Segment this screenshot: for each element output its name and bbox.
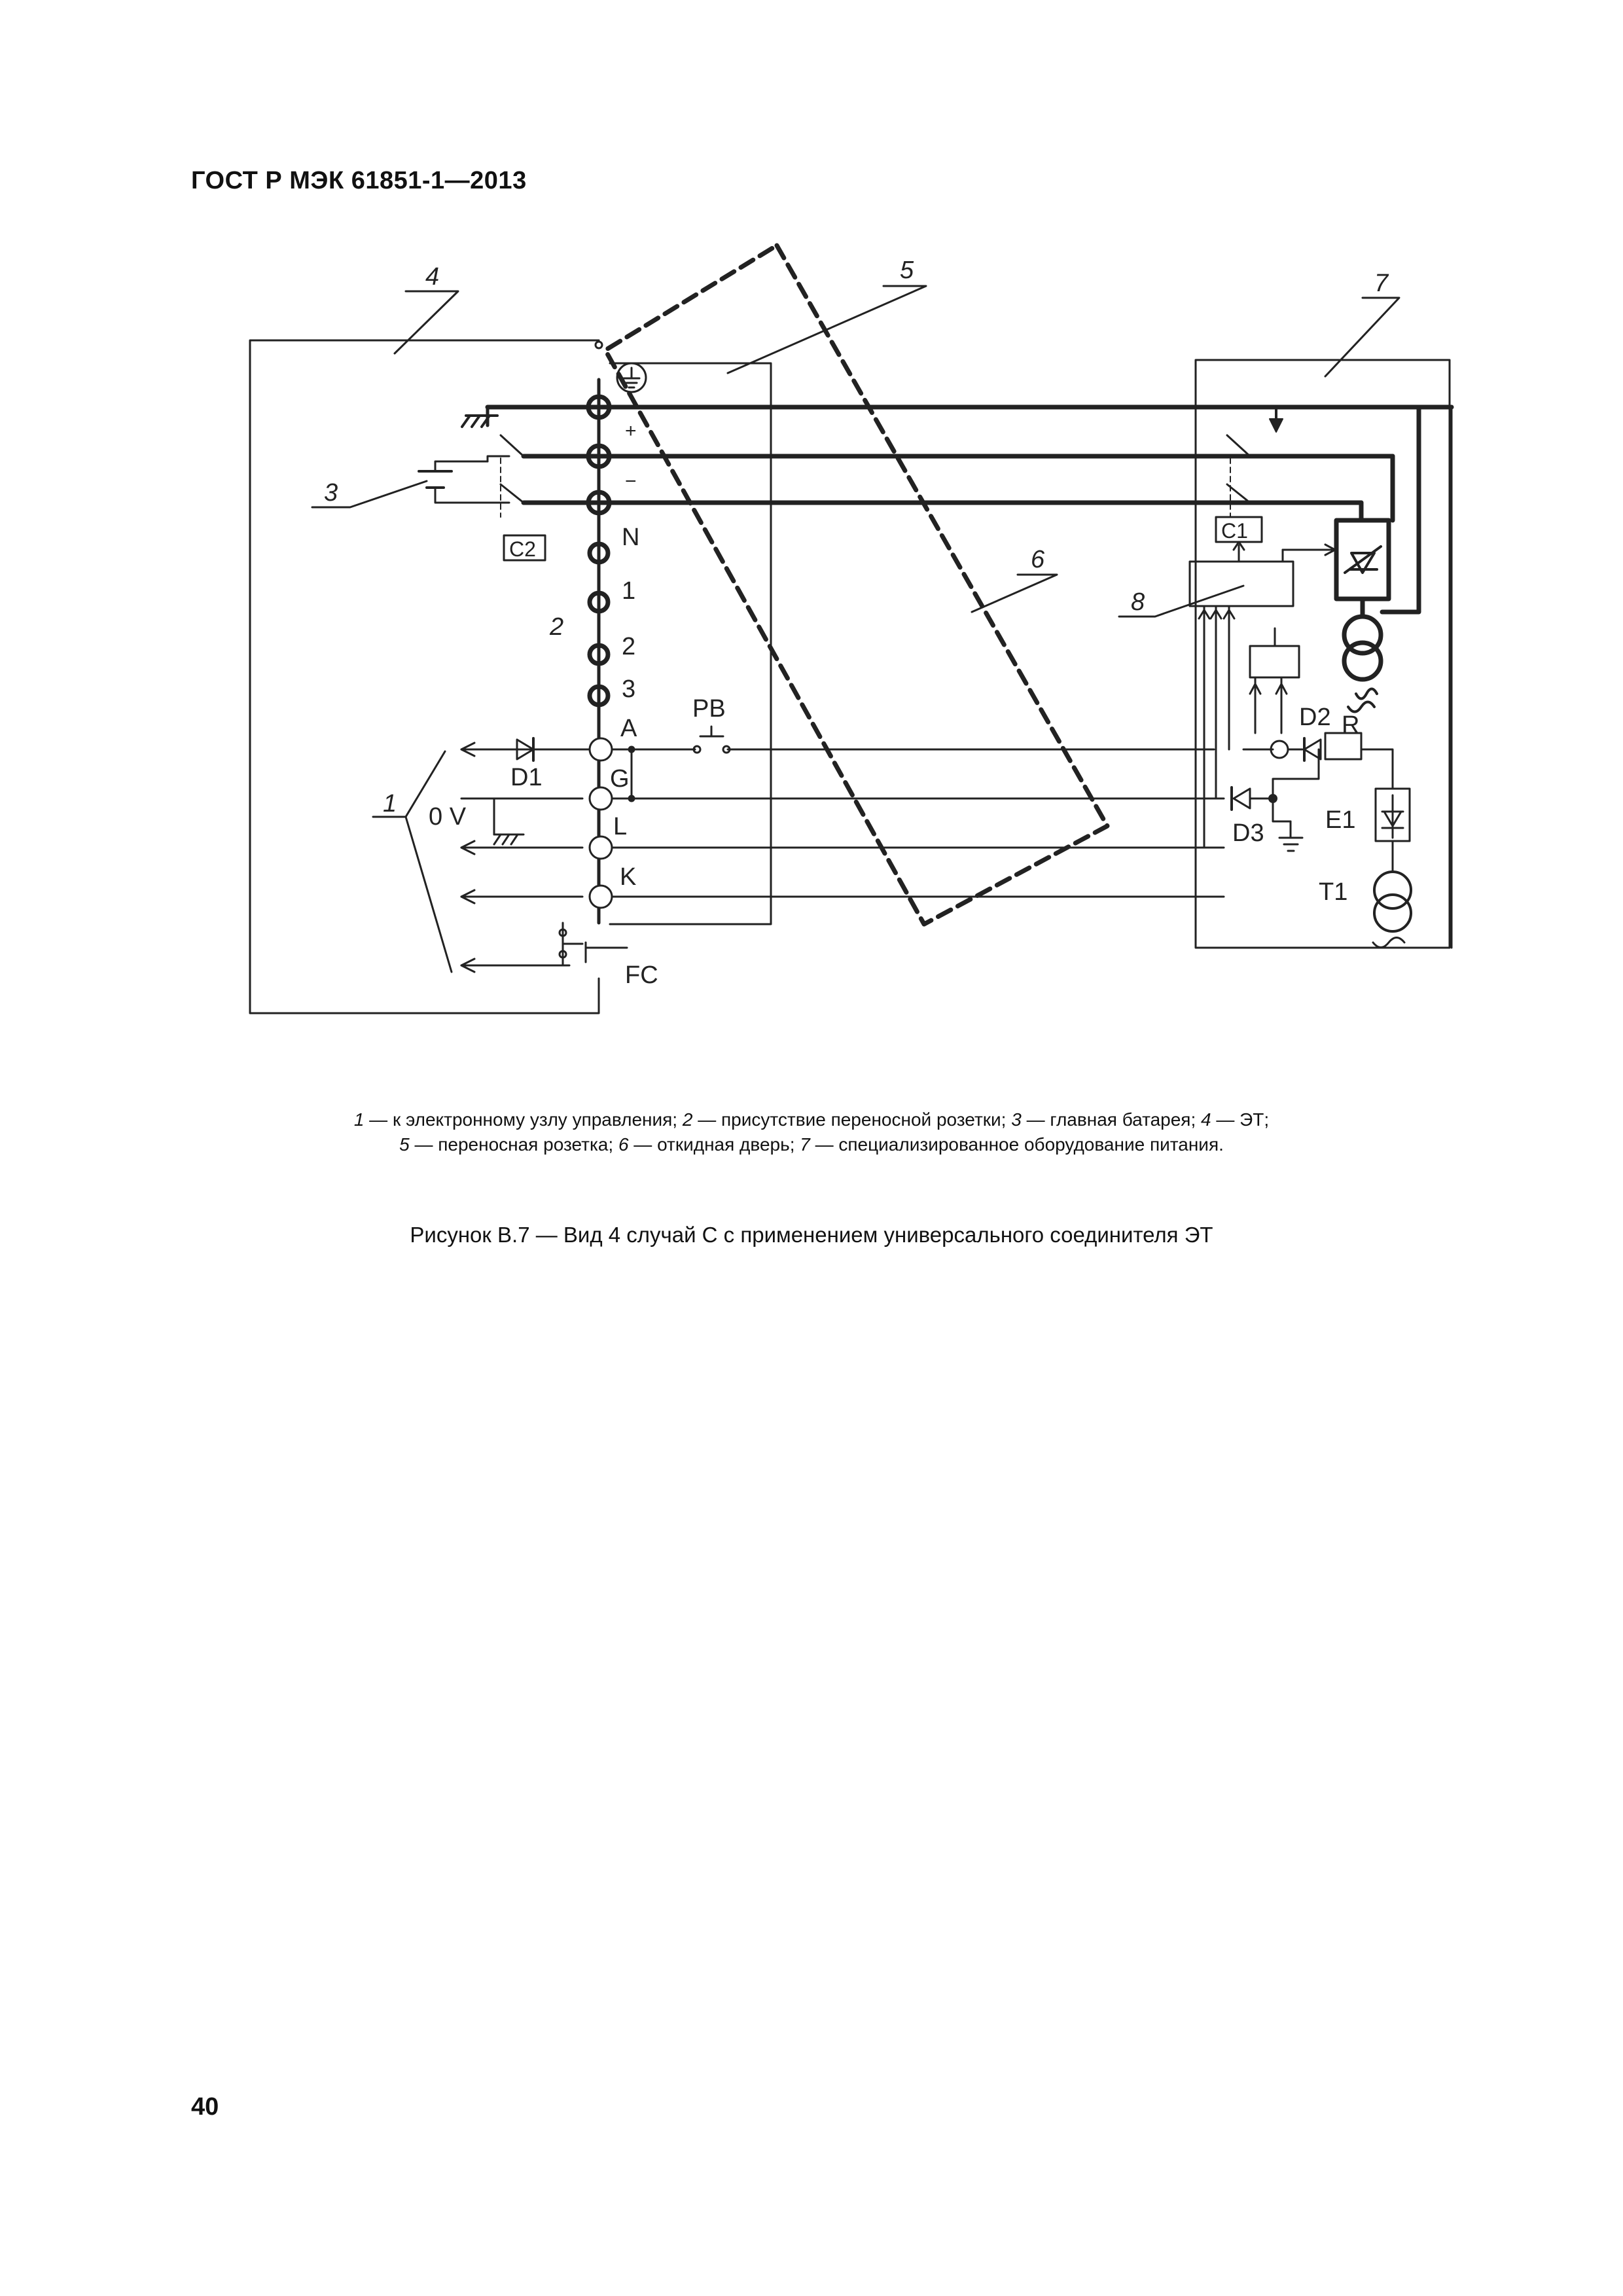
document-header: ГОСТ Р МЭК 61851-1—2013 <box>191 167 527 194</box>
callout-5: 5 <box>900 257 914 284</box>
legend-text: — главная батарея; <box>1021 1109 1202 1130</box>
legend-text: — ЭТ; <box>1211 1109 1270 1130</box>
callout-6: 6 <box>1031 546 1045 573</box>
pin-k-label: K <box>620 863 637 891</box>
pin-l-label: L <box>613 813 628 840</box>
callout-1: 1 <box>383 790 397 817</box>
legend-text: — специализированное оборудование питания. <box>810 1134 1224 1155</box>
legend-num: 3 <box>1011 1109 1022 1130</box>
legend-text: — к электронному узлу управления; <box>364 1109 683 1130</box>
d3-label: D3 <box>1232 819 1264 847</box>
d2-label: D2 <box>1299 704 1331 731</box>
c1-label: C1 <box>1221 519 1248 543</box>
e1-label: E1 <box>1325 806 1356 834</box>
callout-7: 7 <box>1374 270 1389 297</box>
pin-n-label: N <box>622 524 640 551</box>
legend-num: 1 <box>353 1109 365 1130</box>
figure-caption: Рисунок В.7 — Вид 4 случай С с применением универсального соединителя ЭТ <box>410 1223 1213 1247</box>
c2-label: C2 <box>509 537 536 561</box>
legend-text: — переносная розетка; <box>409 1134 618 1155</box>
fc-label: FC <box>625 961 658 989</box>
pin-3-label: 3 <box>622 675 636 703</box>
legend-text: — присутствие переносной розетки; <box>692 1109 1012 1130</box>
zero-v-label: 0 V <box>429 803 467 831</box>
legend-line-1 <box>0 1107 1623 1132</box>
legend-text: — откидная дверь; <box>628 1134 800 1155</box>
pin-minus-label: − <box>625 471 637 492</box>
ev-outline <box>250 340 599 1013</box>
t1-label: T1 <box>1319 878 1348 906</box>
page-number: 40 <box>191 2093 219 2121</box>
pin-1-label: 1 <box>622 577 636 605</box>
supply-equipment-outline <box>1196 360 1450 948</box>
pin-g-label: G <box>610 765 630 793</box>
legend-num: 2 <box>682 1109 693 1130</box>
callout-3: 3 <box>324 479 338 507</box>
r-label: R <box>1342 711 1360 739</box>
pin-2-label: 2 <box>622 633 636 660</box>
legend-num: 4 <box>1201 1109 1211 1130</box>
legend-line-2 <box>0 1132 1623 1157</box>
pb-label: PB <box>692 695 726 723</box>
callout-4: 4 <box>425 263 440 291</box>
legend-num: 5 <box>399 1134 410 1155</box>
callout-2: 2 <box>550 613 564 641</box>
pin-a-label: A <box>620 715 637 742</box>
legend-num: 7 <box>800 1134 810 1155</box>
legend-num: 6 <box>618 1134 629 1155</box>
d1-label: D1 <box>510 764 543 791</box>
callout-8: 8 <box>1131 588 1145 616</box>
pin-plus-label: + <box>625 420 637 442</box>
